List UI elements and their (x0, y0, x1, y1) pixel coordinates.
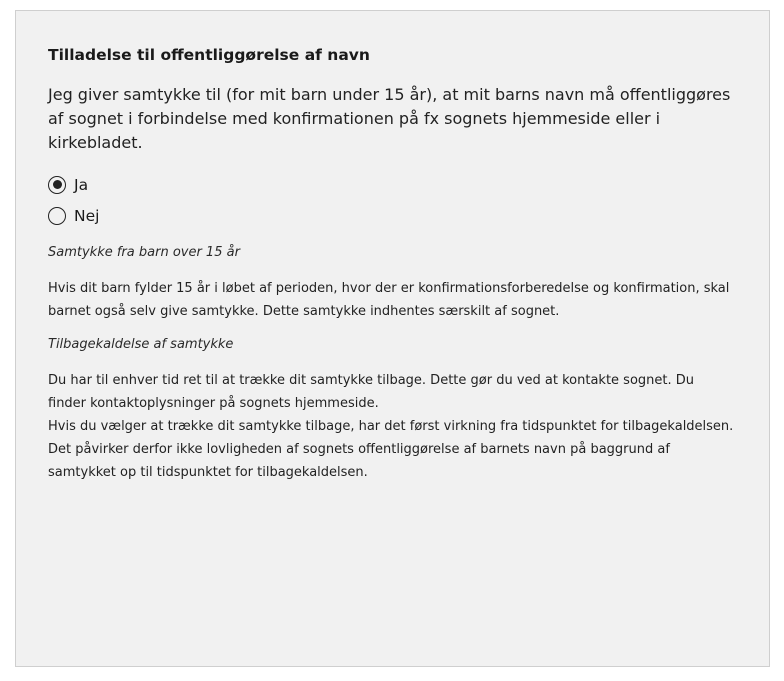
over15-heading: Samtykke fra barn over 15 år (48, 245, 240, 260)
withdraw-heading: Tilbagekaldelse af samtykke (48, 337, 234, 352)
section-title: Tilladelse til offentliggørelse af navn (48, 46, 370, 64)
consent-text: Jeg giver samtykke til (for mit barn under 15 år), at mit barns navn må offentliggøres af sognet i forbindelse med konfirmationen på fx sognets hjemmeside eller i kirkebladet. (48, 85, 731, 152)
radio-label-ja[interactable]: Ja (74, 175, 89, 194)
radio-unselected-icon[interactable] (48, 207, 66, 225)
radio-dot-icon (53, 180, 62, 189)
radio-label-nej[interactable]: Nej (74, 206, 100, 225)
consent-radio-group (48, 169, 735, 231)
radio-option-ja[interactable] (48, 169, 735, 200)
consent-panel (15, 10, 770, 667)
withdraw-text-2: Hvis du vælger at trække dit samtykke tilbage, har det først virkning fra tidspunktet for tilbagekaldelsen. Det påvirker derfor ikke lovligheden af sognets offentliggørelse af barnets navn på baggrund af samtykket op til tidspunktet for tilbagekaldelsen. (48, 419, 734, 480)
radio-option-nej[interactable] (48, 200, 735, 231)
withdraw-text-1: Du har til enhver tid ret til at trække dit samtykke tilbage. Dette gør du ved at kontakte sognet. Du finder kontaktoplysninger på sognets hjemmeside. (48, 373, 695, 411)
radio-selected-icon[interactable] (48, 176, 66, 194)
over15-text: Hvis dit barn fylder 15 år i løbet af perioden, hvor der er konfirmationsforberedelse og konfirmation, skal barnet også selv give samtykke. Dette samtykke indhentes særskilt af sognet. (48, 281, 730, 319)
